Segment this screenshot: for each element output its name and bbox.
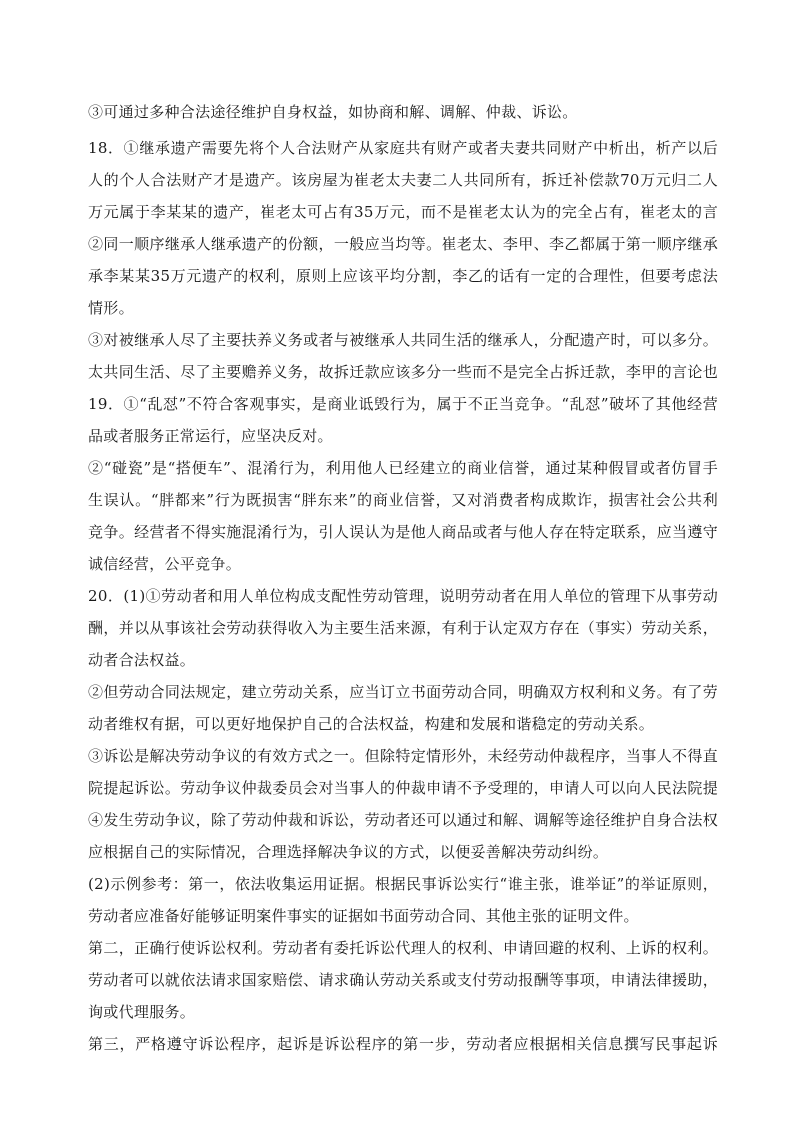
text-line: 劳动者应准备好能够证明案件事实的证据如书面劳动合同、其他主张的证明文件。: [88, 907, 639, 925]
text-line: ③诉讼是解决劳动争议的有效方式之一。但除特定情形外，未经劳动仲裁程序，当事人不得直: [88, 747, 718, 765]
text-line: 人的个人合法财产才是遗产。该房屋为崔老太夫妻二人共同所有，拆迁补偿款70万元归二人: [88, 171, 718, 189]
text-line: 询或代理服务。: [88, 1003, 196, 1021]
text-line: 应根据自己的实际情况，合理选择解决争议的方式，以便妥善解决劳动纠纷。: [88, 843, 609, 861]
text-line: 诚信经营，公平竞争。: [88, 555, 242, 573]
text-line: 动者合法权益。: [88, 651, 196, 669]
text-line: 酬，并以从事该社会劳动获得收入为主要生活来源，有利于认定双方存在（事实）劳动关系，: [88, 619, 718, 637]
text-line: ④发生劳动争议，除了劳动仲裁和诉讼，劳动者还可以通过和解、调解等途径维护自身合法权: [88, 811, 718, 829]
text-line: 劳动者可以就依法请求国家赔偿、请求确认劳动关系或支付劳动报酬等事项，申请法律援助，: [88, 971, 718, 989]
text-line: 20．(1)①劳动者和用人单位构成支配性劳动管理，说明劳动者在用人单位的管理下从事劳动: [88, 587, 718, 605]
text-line: 19．①“乱怼”不符合客观事实，是商业诋毁行为，属于不正当竞争。“乱怼”破坏了其他经营: [88, 395, 718, 413]
text-line: ③对被继承人尽了主要扶养义务或者与被继承人共同生活的继承人，分配遗产时，可以多分。: [88, 331, 718, 349]
text-line: ②同一顺序继承人继承遗产的份额，一般应当均等。崔老太、李甲、李乙都属于第一顺序继承: [88, 235, 718, 253]
text-line: ②“碰瓷”是“搭便车”、混淆行为，利用他人已经建立的商业信誉，通过某种假冒或者仿冒手: [88, 459, 718, 477]
text-line: 太共同生活、尽了主要赡养义务，故拆迁款应该多分一些而不是完全占拆迁款，李甲的言论也: [88, 363, 718, 381]
text-line: ②但劳动合同法规定，建立劳动关系，应当订立书面劳动合同，明确双方权利和义务。有了劳: [88, 683, 718, 701]
text-line: ③可通过多种合法途径维护自身权益，如协商和解、调解、仲裁、诉讼。: [88, 103, 578, 121]
text-line: 竞争。经营者不得实施混淆行为，引人误认为是他人商品或者与他人存在特定联系，应当遵守: [88, 523, 718, 541]
text-line: 18．①继承遗产需要先将个人合法财产从家庭共有财产或者夫妻共同财产中析出，析产以后: [88, 139, 718, 157]
text-line: 情形。: [88, 299, 134, 317]
text-line: 院提起诉讼。劳动争议仲裁委员会对当事人的仲裁申请不予受理的，申请人可以向人民法院提: [88, 779, 718, 797]
text-line: 第三，严格遵守诉讼程序，起诉是诉讼程序的第一步，劳动者应根据相关信息撰写民事起诉: [88, 1035, 718, 1053]
text-line: 万元属于李某某的遗产，崔老太可占有35万元，而不是崔老太认为的完全占有，崔老太的言: [88, 203, 718, 221]
text-line: 承李某某35万元遗产的权利，原则上应该平均分割，李乙的话有一定的合理性，但要考虑法: [88, 267, 718, 285]
text-line: (2)示例参考：第一，依法收集运用证据。根据民事诉讼实行“谁主张，谁举证”的举证原则，: [88, 875, 718, 893]
text-line: 第二，正确行使诉讼权利。劳动者有委托诉讼代理人的权利、申请回避的权利、上诉的权利。: [88, 939, 718, 957]
text-line: 动者维权有据，可以更好地保护自己的合法权益，构建和发展和谐稳定的劳动关系。: [88, 715, 655, 733]
text-line: 品或者服务正常运行，应坚决反对。: [88, 427, 333, 445]
text-line: 生误认。“胖都来”行为既损害“胖东来”的商业信誉，又对消费者构成欺诈，损害社会公共利: [88, 491, 718, 509]
